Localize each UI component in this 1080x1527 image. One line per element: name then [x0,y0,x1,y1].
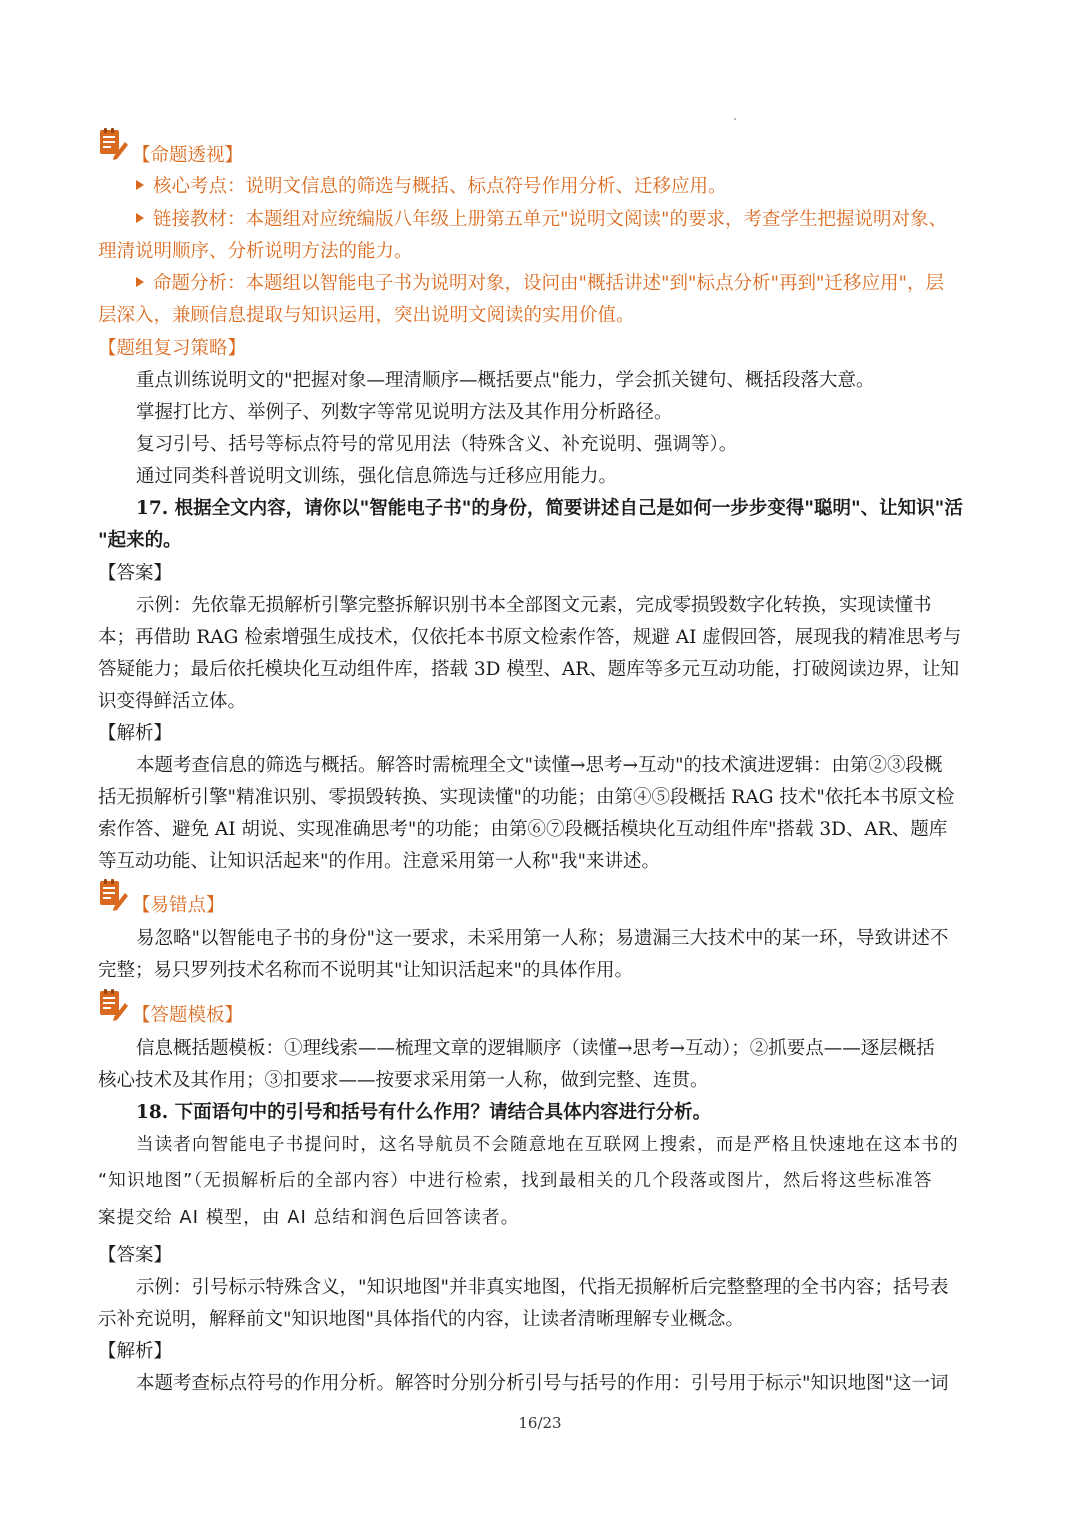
q17-answer-line-1: 示例：先依靠无损解析引擎完整拆解识别书本全部图文元素，完成零损毁数字化转换，实现读懂书 [136,595,932,616]
q17-analysis-line-2: 括无损解析引擎"精准识别、零损毁转换、实现读懂"的功能；由第④⑤段概括 RAG 技术"依托本书原文检 [98,787,955,808]
q18-answer-line-1: 示例：引号标示特殊含义，"知识地图"并非真实地图，代指无损解析后完整整理的全书内容；括号表 [136,1277,949,1298]
q18-quote-line-3: 案提交给 AI 模型，由 AI 总结和润色后回答读者。 [98,1208,520,1228]
scan-speck [734,118,736,120]
q18-question: 18. 下面语句中的引号和括号有什么作用？请结合具体内容进行分析。 [136,1102,712,1123]
celue-item-2: 掌握打比方、举例子、列数字等常见说明方法及其作用分析路径。 [136,402,673,423]
section-title-yicuo: 【易错点】 [132,895,225,916]
notepad-pencil-icon [98,879,128,911]
q18-answer-line-2: 示补充说明，解释前文"知识地图"具体指代的内容，让读者清晰理解专业概念。 [98,1309,745,1330]
section-title-muban: 【答题模板】 [132,1005,244,1026]
q17-answer-label: 【答案】 [98,563,173,584]
celue-item-3: 复习引号、括号等标点符号的常见用法（特殊含义、补充说明、强调等）。 [136,434,738,455]
mingti-item-3: 命题分析：本题组以智能电子书为说明对象，设问由"概括讲述"到"标点分析"再到"迁移应用"，层 [136,271,982,297]
mingti-item-1: 核心考点：说明文信息的筛选与概括、标点符号作用分析、迁移应用。 [136,174,982,200]
q17-question-line-1: 17. 根据全文内容，请你以"智能电子书"的身份，简要讲述自己是如何一步步变得"聪明"、让知识"活 [136,498,963,519]
celue-item-4: 通过同类科普说明文训练，强化信息筛选与迁移应用能力。 [136,466,618,487]
notepad-pencil-icon [98,989,128,1021]
yicuo-line-1: 易忽略"以智能电子书的身份"这一要求，未采用第一人称；易遗漏三大技术中的某一环，导致讲述不 [136,928,949,949]
q17-question-line-2: "起来的。 [98,530,182,551]
section-title-celue: 【题组复习策略】 [98,338,247,359]
q17-analysis-line-1: 本题考查信息的筛选与概括。解答时需梳理全文"读懂→思考→互动"的技术演进逻辑：由第②③段概 [136,755,943,776]
q17-answer-line-3: 答疑能力；最后依托模块化互动组件库，搭载 3D 模型、AR、题库等多元互动功能，打破阅读边界，让知 [98,659,960,680]
page-number: 16/23 [518,1414,562,1432]
q17-analysis-label: 【解析】 [98,723,173,744]
q17-analysis-line-4: 等互动功能、让知识活起来"的作用。注意采用第一人称"我"来讲述。 [98,851,661,872]
q18-quote-line-2: “知识地图”（无损解析后的全部内容）中进行检索，找到最相关的几个段落或图片，然后将这些标准答 [98,1171,933,1191]
q18-quote-line-1: 当读者向智能电子书提问时，这名导航员不会随意地在互联网上搜索，而是严格且快速地在这本书的 [136,1135,959,1155]
muban-line-1: 信息概括题模板：①理线索——梳理文章的逻辑顺序（读懂→思考→互动）；②抓要点——逐层概括 [136,1038,935,1059]
section-title-mingti: 【命题透视】 [132,145,244,166]
q18-answer-label: 【答案】 [98,1245,173,1266]
q17-analysis-line-3: 索作答、避免 AI 胡说、实现准确思考"的功能；由第⑥⑦段概括模块化互动组件库"搭载 3D、AR、题库 [98,819,948,840]
yicuo-line-2: 完整；易只罗列技术名称而不说明其"让知识活起来"的具体作用。 [98,960,634,981]
muban-line-2: 核心技术及其作用；③扣要求——按要求采用第一人称，做到完整、连贯。 [98,1070,709,1091]
triangle-bullet-icon [136,213,144,223]
mingti-item-2: 链接教材：本题组对应统编版八年级上册第五单元"说明文阅读"的要求，考查学生把握说明对象、 [136,207,982,233]
q18-analysis-label: 【解析】 [98,1341,173,1362]
triangle-bullet-icon [136,277,144,287]
mingti-item-3-cont: 层深入，兼顾信息提取与知识运用，突出说明文阅读的实用价值。 [98,305,635,326]
mingti-item-2-cont: 理清说明顺序、分析说明方法的能力。 [98,241,413,262]
q18-analysis-line-1: 本题考查标点符号的作用分析。解答时分别分析引号与括号的作用：引号用于标示"知识地图"这一词 [136,1373,949,1394]
q17-answer-line-4: 识变得鲜活立体。 [98,691,247,712]
celue-item-1: 重点训练说明文的"把握对象—理清顺序—概括要点"能力，学会抓关键句、概括段落大意。 [136,370,875,391]
notepad-pencil-icon [98,128,128,160]
q17-answer-line-2: 本；再借助 RAG 检索增强生成技术，仅依托本书原文检索作答，规避 AI 虚假回答，展现我的精准思考与 [98,627,962,648]
triangle-bullet-icon [136,180,144,190]
